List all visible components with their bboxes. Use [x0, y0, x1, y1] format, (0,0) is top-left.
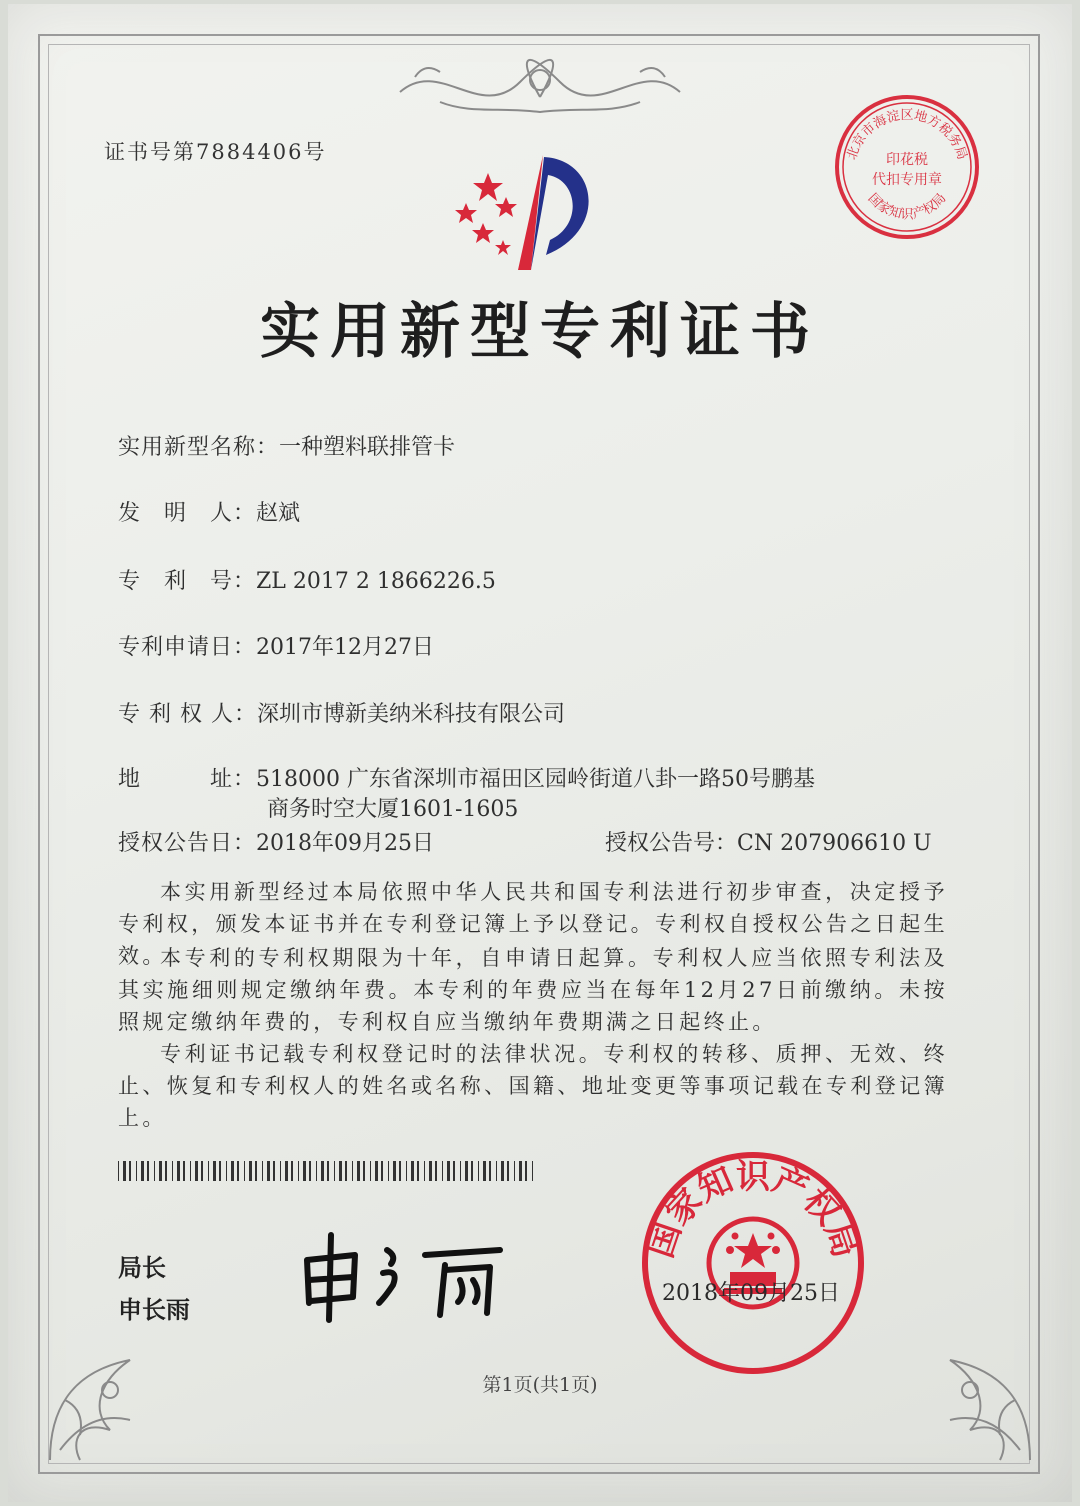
field-address-label: 地 址：	[118, 767, 257, 792]
field-filing-date-label: 专利申请日：	[118, 635, 257, 660]
director-title: 局长	[118, 1254, 166, 1282]
field-address-value-line1: 518000 广东省深圳市福田区园岭街道八卦一路50号鹏基	[256, 767, 815, 792]
field-filing-date-row	[118, 630, 434, 661]
field-inventor-value: 赵斌	[256, 501, 301, 526]
certificate-title: 实用新型专利证书	[260, 297, 820, 367]
field-address-row	[118, 762, 815, 793]
field-address-value-line2: 商务时空大厦1601-1605	[267, 797, 519, 822]
tax-stamp	[832, 92, 982, 242]
paragraph-1: 本实用新型经过本局依照中华人民共和国专利法进行初步审查，决定授予专利权，颁发本证书并在专利登记簿上予以登记。专利权自授权公告之日起生效。	[118, 880, 948, 968]
paragraph-2: 本专利的专利权期限为十年，自申请日起算。专利权人应当依照专利法及其实施细则规定缴纳年费。本专利的年费应当在每年12月27日前缴纳。未按照规定缴纳年费的，专利权自应当缴纳年费期满之日起终止。	[118, 946, 948, 1034]
tax-stamp-outer-text: 北京市海淀区地方税务局	[844, 108, 970, 162]
barcode	[118, 1161, 533, 1181]
director-signature	[295, 1225, 535, 1325]
field-filing-date-value: 2017年12月27日	[256, 635, 434, 660]
tax-stamp-bottom-text: 国家知识产权局	[864, 190, 950, 223]
official-seal	[638, 1148, 868, 1378]
field-patentee-label: 专 利 权 人：	[118, 702, 257, 727]
field-inventor-row	[118, 496, 300, 527]
field-name-value: 一种塑料联排管卡	[279, 435, 456, 460]
field-pub-number-label: 授权公告号：	[605, 831, 738, 856]
field-pub-date-value: 2018年09月25日	[256, 831, 434, 856]
seal-date: 2018年09月25日	[662, 1281, 840, 1306]
page-number: 第1页(共1页)	[482, 1374, 598, 1396]
patent-office-emblem-icon	[448, 145, 618, 275]
field-patentee-value: 深圳市博新美纳米科技有限公司	[256, 702, 565, 727]
field-patent-number-value: ZL 2017 2 1866226.5	[256, 569, 496, 594]
director-name: 申长雨	[118, 1296, 190, 1324]
field-pub-date-label: 授权公告日：	[118, 831, 257, 856]
bottom-left-ornament	[40, 1340, 170, 1470]
field-name-label: 实用新型名称：	[118, 435, 280, 460]
paragraph-3: 专利证书记载专利权登记时的法律状况。专利权的转移、质押、无效、终止、恢复和专利权人的姓名或名称、国籍、地址变更等事项记载在专利登记簿上。	[118, 1042, 948, 1130]
tax-stamp-inner-line2: 代扣专用章	[872, 172, 942, 188]
field-pub-date-row	[118, 826, 434, 857]
field-patent-number-row	[118, 564, 496, 595]
field-inventor-label: 发 明 人：	[118, 501, 257, 526]
field-pub-number-value: CN 207906610 U	[737, 831, 932, 856]
official-seal-text: 国家知识产权局	[640, 1156, 866, 1263]
field-patentee-row	[118, 697, 565, 728]
tax-stamp-inner-line1: 印花税	[886, 152, 928, 168]
field-patent-number-label: 专 利 号：	[118, 569, 257, 594]
field-pub-number-row	[605, 826, 932, 857]
field-name-row	[118, 430, 455, 461]
top-ornament	[380, 52, 700, 122]
certificate-number: 证书号第7884406号	[104, 140, 327, 164]
bottom-right-ornament	[910, 1340, 1040, 1470]
